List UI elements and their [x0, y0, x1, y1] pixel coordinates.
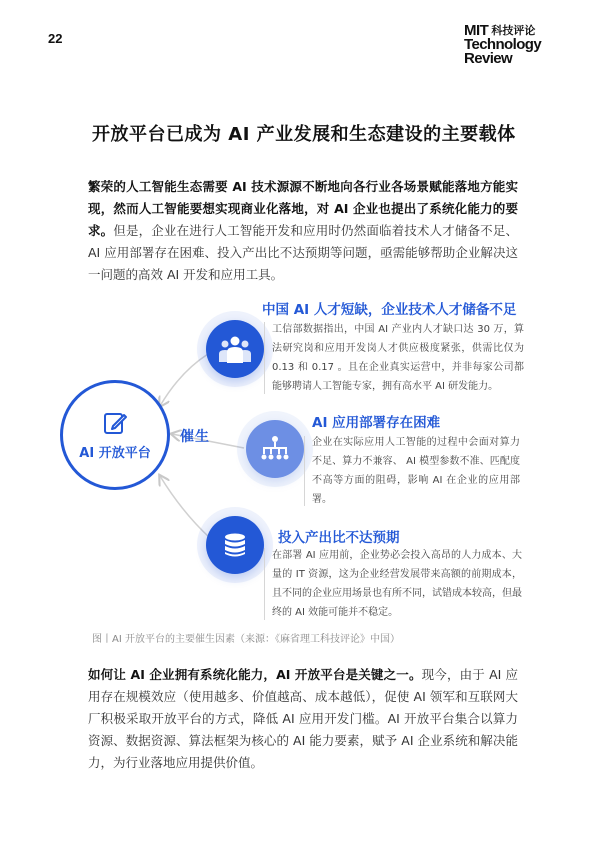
logo-technology: Technology — [464, 36, 542, 53]
node-desc-talent: 工信部数据指出，中国 AI 产业内人才缺口达 30 万，算法研究岗和应用开发岗人才供应极度紧张，供需比仅为 0.13 和 0.17 。且在企业真实运营中，并非每家公司都能够聘请人工智能专家，拥有高水平 AI 研发能力。 — [272, 324, 524, 392]
center-label: AI 开放平台 — [79, 445, 151, 461]
figure-caption: 图丨AI 开放平台的主要催生因素（来源：《麻省理工科技评论》中国） — [92, 634, 400, 645]
node-desc-roi: 在部署 AI 应用前，企业势必会投入高昂的人力成本、大量的 IT 资源，这为企业经营发展带来高额的前期成本，且不同的企业应用场景也有所不同，试错成本较高，但最终的 AI 效能可能并不稳定。 — [272, 550, 522, 618]
conclusion-rest: 现今，由于 AI 应用存在规模效应（使用越多、价值越高、成本越低），促使 AI 领军和互联网大厂积极采取开放平台的方式，降低 AI 应用开发门槛。AI 开放平台集合以算力资源、数据资源、算法框架为核心的 AI 能力要素，赋予 AI 企业系统和解决能力，为行业落地应用提供价值。 — [88, 667, 518, 770]
coin-stack-icon — [221, 531, 249, 559]
mit-technology-review-logo — [464, 24, 564, 66]
divider-line — [264, 322, 265, 394]
divider-line — [304, 436, 305, 506]
node-title-roi: 投入产出比不达预期 — [278, 530, 400, 546]
intro-bold: 繁荣的人工智能生态需要 AI 技术源源不断地向各行业各场景赋能落地方能实现，然而人工智能要想实现商业化落地，对 AI 企业也提出了系统化能力的要求。 — [88, 179, 518, 238]
network-hierarchy-icon — [260, 435, 290, 463]
deployment-difficulty-node — [246, 420, 304, 478]
edit-icon — [102, 410, 128, 436]
arrow-bottom — [160, 476, 210, 538]
arrow-label: 催生 — [180, 429, 210, 445]
logo-cn: 科技评论 — [491, 24, 536, 37]
logo-mit: MIT — [464, 22, 489, 39]
intro-paragraph — [88, 176, 518, 286]
logo-review: Review — [464, 50, 513, 67]
conclusion-paragraph — [88, 664, 518, 774]
intro-rest: 但是，企业在进行人工智能开发和应用时仍然面临着技术人才储备不足、 AI 应用部署存在困难、投入产出比不达预期等问题，亟需能够帮助企业解决这一问题的高效 AI 开发和应用工具。 — [88, 223, 518, 282]
conclusion-bold: 如何让 AI 企业拥有系统化能力，AI 开放平台是关键之一。 — [88, 667, 422, 682]
roi-node — [206, 516, 264, 574]
section-title: 开放平台已成为 AI 产业发展和生态建设的主要载体 — [92, 124, 516, 145]
arrow-top — [160, 354, 208, 406]
page-number: 22 — [48, 31, 63, 46]
people-group-icon — [218, 334, 252, 364]
node-desc-deployment: 企业在实际应用人工智能的过程中会面对算力不足、算力不兼容、 AI 模型参数不准、匹配度不高等方面的阻碍，影响 AI 在企业的应用部署。 — [312, 437, 520, 505]
ai-open-platform-circle — [60, 380, 170, 490]
talent-shortage-node — [206, 320, 264, 378]
node-title-deployment: AI 应用部署存在困难 — [312, 415, 441, 431]
cause-diagram — [0, 288, 600, 658]
divider-line — [264, 548, 265, 620]
node-title-talent: 中国 AI 人才短缺，企业技术人才储备不足 — [262, 302, 517, 318]
